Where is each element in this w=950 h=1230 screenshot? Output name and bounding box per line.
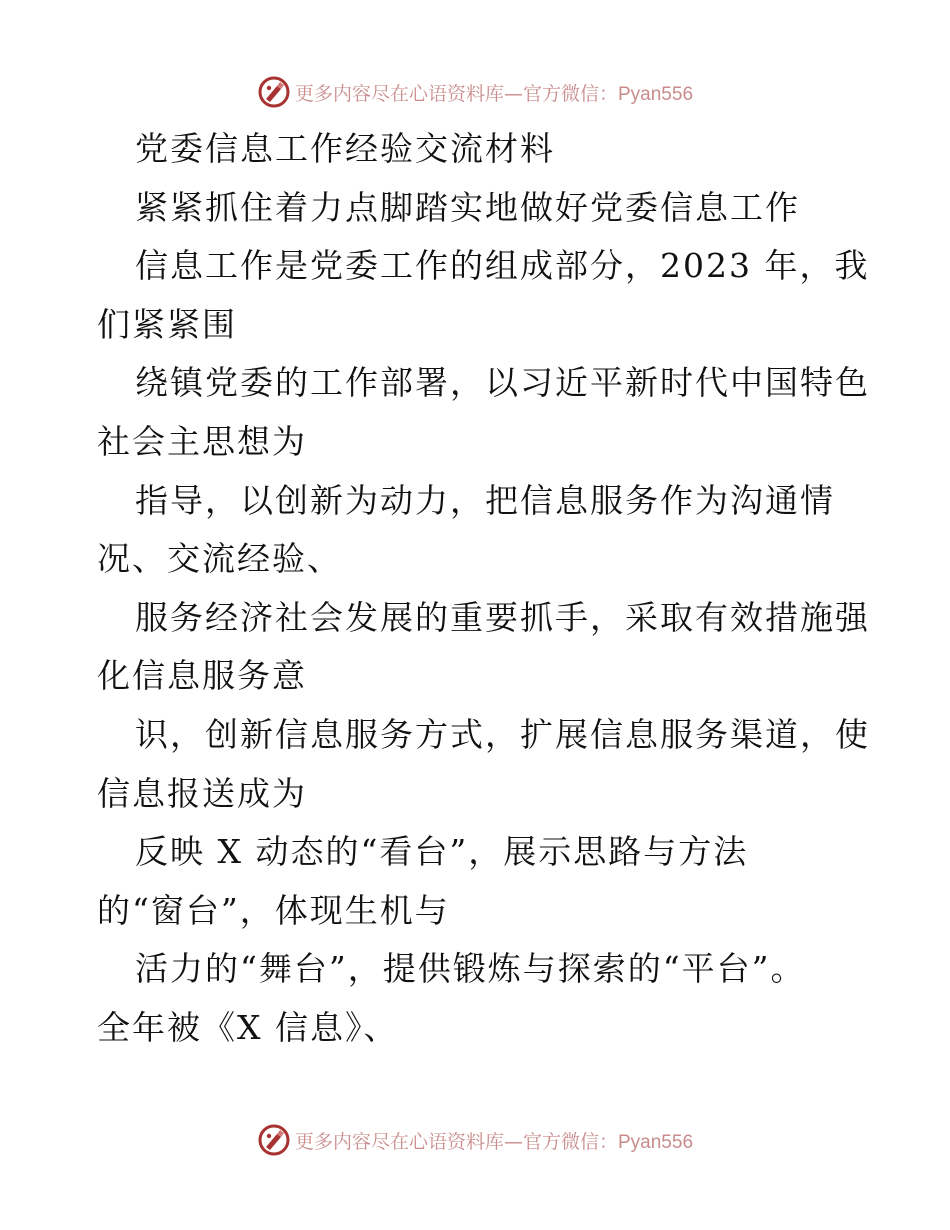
paragraph-line: 社会主思想为 [97,421,307,461]
footer-watermark [0,1120,950,1160]
paragraph-line: 绕镇党委的工作部署，以习近平新时代中国特色 [135,363,870,403]
watermark-wechat-id: Pyan556 [618,83,694,105]
watermark-label: 更多内容尽在心语资料库 [294,82,504,105]
paragraph-line: 全年被《X 信息》、 [97,1007,399,1047]
paragraph-line: 服务经济社会发展的重要抓手，采取有效措施强 [135,597,870,637]
document-title: 党委信息工作经验交流材料 [135,129,555,168]
paragraph-line: 的“窗台”，体现生机与 [97,890,450,930]
document-subtitle: 紧紧抓住着力点脚踏实地做好党委信息工作 [135,187,800,227]
watermark-label: 更多内容尽在心语资料库 [294,1130,504,1153]
watermark-text [295,79,693,106]
watermark-text [295,1127,693,1154]
paragraph-line: 们紧紧围 [97,304,237,344]
paragraph-line: 信息工作是党委工作的组成部分，2023 年，我 [135,246,870,286]
paragraph-line: 信息报送成为 [97,773,307,813]
watermark-wechat-id: Pyan556 [618,1131,694,1153]
paragraph-line: 指导，以创新为动力，把信息服务作为沟通情 [135,480,835,520]
watermark-wechat-label: 官方微信： [522,82,618,105]
document-body [97,120,870,1058]
paragraph-line: 活力的“舞台”，提供锻炼与探索的“平台”。 [135,949,806,989]
paragraph-line: 况、交流经验、 [97,539,342,579]
pen-logo-icon [257,1123,291,1157]
pen-logo-icon [257,75,291,109]
header-watermark [0,72,950,112]
watermark-wechat-label: 官方微信： [522,1130,618,1153]
paragraph-line: 反映 X 动态的“看台”，展示思路与方法 [135,832,749,872]
watermark-separator: — [503,1130,523,1153]
paragraph-line: 化信息服务意 [97,656,307,696]
paragraph-line: 识，创新信息服务方式，扩展信息服务渠道，使 [135,714,870,754]
watermark-separator: — [503,82,523,105]
